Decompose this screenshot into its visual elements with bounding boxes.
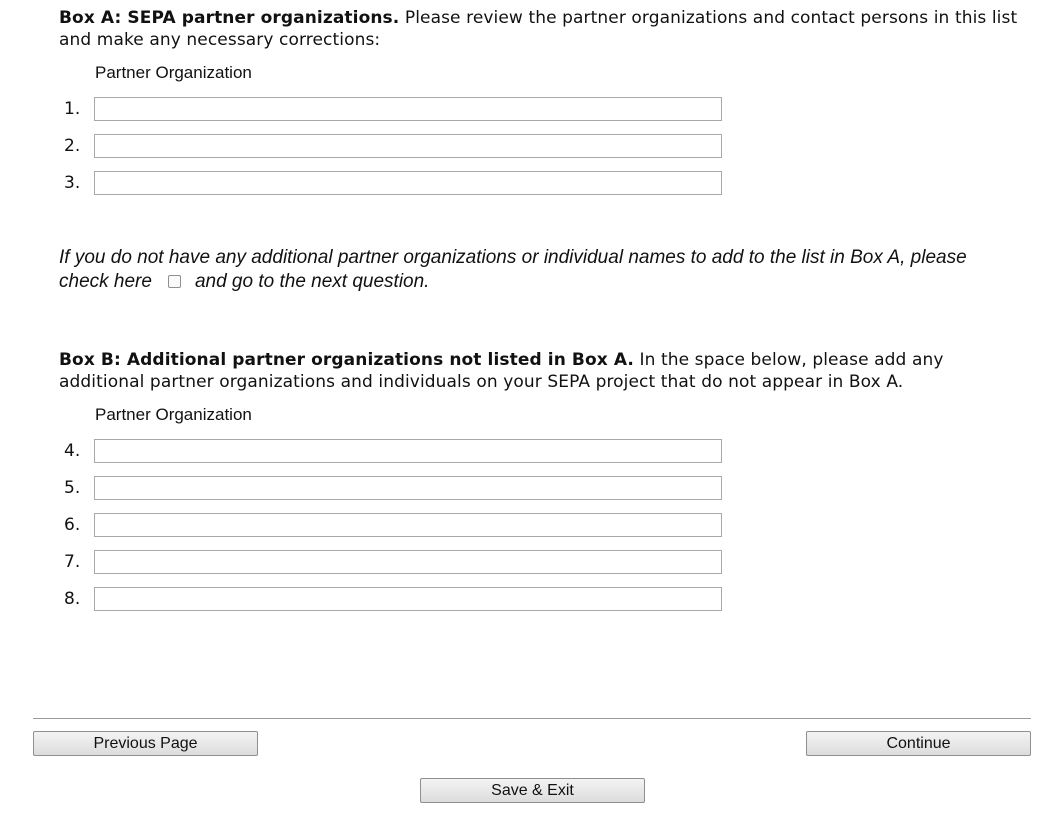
box-b-column-header: Partner Organization xyxy=(95,405,252,424)
row-number: 5. xyxy=(64,478,81,498)
partner-organization-input-5[interactable] xyxy=(94,476,722,500)
row-number: 6. xyxy=(64,515,81,535)
note-text-after: and go to the next question. xyxy=(194,271,430,292)
no-additional-note xyxy=(59,246,1019,294)
note-text-before: If you do not have any additional partner organizations or individual names to add to the list in Box A, please check here xyxy=(59,247,967,292)
box-a-question xyxy=(59,7,1019,51)
partner-row-3 xyxy=(0,171,730,197)
partner-organization-input-8[interactable] xyxy=(94,587,722,611)
partner-organization-input-3[interactable] xyxy=(94,171,722,195)
row-number: 1. xyxy=(64,99,81,119)
box-b-text: In the space below, please add any additional partner organizations and individuals on your SEPA project that do not appear in Box A. xyxy=(59,350,944,392)
partner-row-8 xyxy=(0,587,730,613)
partner-row-4 xyxy=(0,439,730,465)
box-b-title: Box B: Additional partner organizations not listed in Box A. xyxy=(59,350,634,370)
partner-organization-input-2[interactable] xyxy=(94,134,722,158)
partner-row-7 xyxy=(0,550,730,576)
box-a-title: Box A: SEPA partner organizations. xyxy=(59,8,400,28)
box-a-column-header: Partner Organization xyxy=(95,63,252,82)
row-number: 8. xyxy=(64,589,81,609)
partner-organization-input-1[interactable] xyxy=(94,97,722,121)
no-additional-checkbox[interactable] xyxy=(168,275,181,288)
row-number: 2. xyxy=(64,136,81,156)
box-a-text: Please review the partner organizations and contact persons in this list and make any necessary corrections: xyxy=(59,8,1018,50)
row-number: 3. xyxy=(64,173,81,193)
partner-organization-input-4[interactable] xyxy=(94,439,722,463)
partner-row-5 xyxy=(0,476,730,502)
row-number: 7. xyxy=(64,552,81,572)
save-exit-button[interactable]: Save & Exit xyxy=(420,778,645,803)
partner-organization-input-6[interactable] xyxy=(94,513,722,537)
footer-divider xyxy=(33,718,1031,719)
partner-organization-input-7[interactable] xyxy=(94,550,722,574)
row-number: 4. xyxy=(64,441,81,461)
box-b-question xyxy=(59,349,1019,393)
partner-row-6 xyxy=(0,513,730,539)
partner-row-2 xyxy=(0,134,730,160)
previous-page-button[interactable]: Previous Page xyxy=(33,731,258,756)
partner-row-1 xyxy=(0,97,730,123)
continue-button[interactable]: Continue xyxy=(806,731,1031,756)
